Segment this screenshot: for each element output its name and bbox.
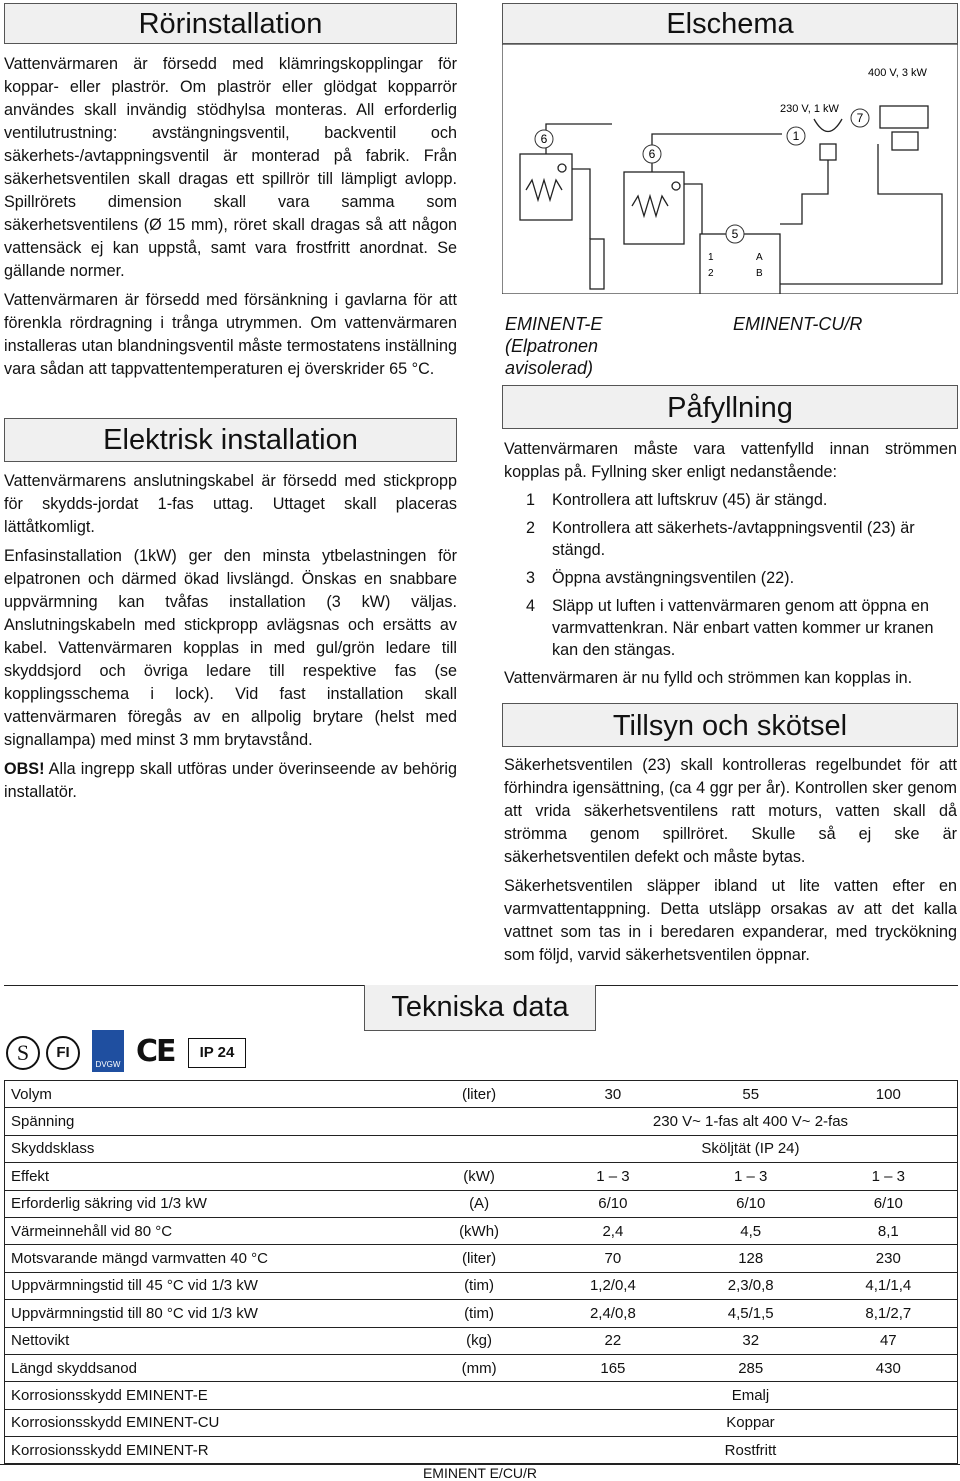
table-cell xyxy=(414,1135,544,1162)
technical-data-body xyxy=(5,1081,958,1464)
table-row xyxy=(5,1354,958,1381)
table-cell: 4,5 xyxy=(682,1217,820,1244)
table-row xyxy=(5,1108,958,1135)
table-cell: Skyddsklass xyxy=(5,1135,415,1162)
maintenance-heading: Tillsyn och skötsel xyxy=(502,703,958,747)
fi-mark-icon: FI xyxy=(46,1036,80,1070)
table-row xyxy=(5,1245,958,1272)
table-cell: Effekt xyxy=(5,1163,415,1190)
terminal-a: A xyxy=(756,252,763,263)
paragraph: Vattenvärmarens anslutningskabel är försedd med stickpropp för skydds-jordat 1-fas uttag. Uttaget skall placeras lättåtkomligt. xyxy=(4,472,457,536)
step-number: 4 xyxy=(526,597,536,615)
table-cell: Nettovikt xyxy=(5,1327,415,1354)
table-row xyxy=(5,1272,958,1299)
paragraph: Säkerhetsventilen (23) skall kontrolleras regelbundet för att förhindra igensättning, (ca 4 ggr per år). Kontrollen sker genom att vrida säkerhetsventilens ratt moturs, vatten skall då strömma genom spillröret. Skulle så ej ske är säkerhetsventilen defekt och måste bytas. xyxy=(504,756,957,866)
list-item xyxy=(504,489,957,511)
table-cell: 70 xyxy=(544,1245,682,1272)
plug-2-phase xyxy=(880,106,928,150)
table-row xyxy=(5,1190,958,1217)
step-number: 2 xyxy=(526,519,536,537)
label-230v: 230 V, 1 kW xyxy=(780,103,839,115)
table-row xyxy=(5,1300,958,1327)
pipe-installation-heading: Rörinstallation xyxy=(4,3,457,44)
tech-title-rule-left xyxy=(4,985,364,986)
technical-data-table xyxy=(4,1080,958,1464)
table-cell: 285 xyxy=(682,1354,820,1381)
table-cell: 22 xyxy=(544,1327,682,1354)
table-row xyxy=(5,1217,958,1244)
step-text: Kontrollera att säkerhets-/avtappningsventil (23) är stängd. xyxy=(552,519,915,559)
table-cell: 1 – 3 xyxy=(682,1163,820,1190)
table-cell: Emalj xyxy=(544,1382,958,1409)
table-cell: 6/10 xyxy=(682,1190,820,1217)
table-cell: Längd skyddsanod xyxy=(5,1354,415,1381)
table-row xyxy=(5,1163,958,1190)
obs-note xyxy=(4,758,457,804)
table-cell: Korrosionsskydd EMINENT-CU xyxy=(5,1409,415,1436)
table-row xyxy=(5,1327,958,1354)
table-cell xyxy=(414,1437,544,1464)
table-cell: Koppar xyxy=(544,1409,958,1436)
table-cell: (mm) xyxy=(414,1354,544,1381)
table-cell: 128 xyxy=(682,1245,820,1272)
table-cell: Sköljtät (IP 24) xyxy=(544,1135,958,1162)
table-cell: (kW) xyxy=(414,1163,544,1190)
table-cell: (tim) xyxy=(414,1272,544,1299)
table-cell: (kWh) xyxy=(414,1217,544,1244)
technical-data-heading: Tekniska data xyxy=(364,985,596,1031)
table-cell: 165 xyxy=(544,1354,682,1381)
table-row xyxy=(5,1382,958,1409)
list-item xyxy=(504,517,957,561)
step-number: 3 xyxy=(526,569,536,587)
maintenance-text xyxy=(504,754,957,973)
table-cell: 8,1 xyxy=(820,1217,958,1244)
caption-eminent-e: EMINENT-E (Elpatronen avisolerad) xyxy=(505,314,603,378)
marker-5-label: 5 xyxy=(731,227,739,241)
page-footer: EMINENT E/CU/R xyxy=(0,1464,960,1481)
table-cell: (tim) xyxy=(414,1300,544,1327)
obs-text: Alla ingrepp skall utföras under överinseende av behörig installatör. xyxy=(4,760,457,801)
list-item xyxy=(504,567,957,589)
table-cell: 47 xyxy=(820,1327,958,1354)
ip24-badge: IP 24 xyxy=(188,1038,246,1068)
electrical-installation-text xyxy=(4,470,457,810)
table-cell: Uppvärmningstid till 45 °C vid 1/3 kW xyxy=(5,1272,415,1299)
table-cell: 100 xyxy=(820,1081,958,1108)
filling-heading: Påfyllning xyxy=(502,385,958,429)
table-cell: 1 – 3 xyxy=(544,1163,682,1190)
table-cell: Korrosionsskydd EMINENT-E xyxy=(5,1382,415,1409)
table-row xyxy=(5,1135,958,1162)
step-text: Släpp ut luften i vattenvärmaren genom att öppna en varmvattenkran. När enbart vatten kommer ur kranen kan den stängas. xyxy=(552,597,934,659)
label-400v: 400 V, 3 kW xyxy=(868,67,927,79)
marker-6b-label: 6 xyxy=(648,147,656,161)
list-item xyxy=(504,595,957,661)
obs-label: OBS! xyxy=(4,760,45,778)
table-cell: 430 xyxy=(820,1354,958,1381)
terminal-2: 2 xyxy=(708,268,714,279)
table-cell: (A) xyxy=(414,1190,544,1217)
table-cell: 8,1/2,7 xyxy=(820,1300,958,1327)
marker-1-label: 1 xyxy=(792,129,800,143)
table-row xyxy=(5,1437,958,1464)
table-cell xyxy=(414,1409,544,1436)
table-cell: 4,5/1,5 xyxy=(682,1300,820,1327)
table-cell xyxy=(414,1108,544,1135)
table-row xyxy=(5,1081,958,1108)
wiring-diagram-heading: Elschema xyxy=(502,3,958,44)
table-cell: 6/10 xyxy=(544,1190,682,1217)
table-cell: Rostfritt xyxy=(544,1437,958,1464)
table-cell: Uppvärmningstid till 80 °C vid 1/3 kW xyxy=(5,1300,415,1327)
table-cell: Korrosionsskydd EMINENT-R xyxy=(5,1437,415,1464)
table-cell: (liter) xyxy=(414,1081,544,1108)
electrical-installation-heading: Elektrisk installation xyxy=(4,418,457,462)
pipe-installation-text xyxy=(4,53,457,387)
tech-title-rule-right xyxy=(596,985,958,986)
caption-eminent-cu-r: EMINENT-CU/R xyxy=(733,314,863,334)
table-cell: 1,2/0,4 xyxy=(544,1272,682,1299)
table-cell: 30 xyxy=(544,1081,682,1108)
ce-mark-icon: CE xyxy=(136,1034,175,1069)
filling-intro: Vattenvärmaren måste vara vattenfylld innan strömmen kopplas på. Fyllning sker enligt nedanstående: xyxy=(504,440,957,481)
table-cell: Erforderlig säkring vid 1/3 kW xyxy=(5,1190,415,1217)
table-cell: Motsvarande mängd varmvatten 40 °C xyxy=(5,1245,415,1272)
table-cell: (liter) xyxy=(414,1245,544,1272)
table-cell: 2,4 xyxy=(544,1217,682,1244)
step-number: 1 xyxy=(526,491,536,509)
table-cell: 6/10 xyxy=(820,1190,958,1217)
paragraph: Säkerhetsventilen släpper ibland ut lite vatten efter en varmvattentappning. Detta utsläpp orsakas av att det kalla vattnet som tas in i beredaren expanderar, med tryckökning som följd, varvid säkerhetsventilen öppnar. xyxy=(504,877,957,964)
paragraph: Vattenvärmaren är försedd med försänkning i gavlarna för att förenkla rördragning i trånga utrymmen. Om vattenvärmaren installeras utan blandningsventil måste termostatens inställning vara sådan att tappvattentemperaturen ej överskrider 65 °C. xyxy=(4,291,457,378)
table-cell: 230 xyxy=(820,1245,958,1272)
table-cell: 55 xyxy=(682,1081,820,1108)
paragraph: Vattenvärmaren är försedd med klämringskopplingar för koppar- eller plaströr. Om plaströr eller glödgat kopparrör användes skall invändig stödhylsa monteras. All erforderlig ventilutrustning: avstängningsventil, backventil och säkerhets-/avtappningsventil är monterad på fabrik. Från säkerhetsventilen skall dragas ett spillrör till lämpligt avlopp. Spillrörets dimension skall vara samma som säkerhetsventilens (Ø 15 mm), röret skall dragas så att någon vattensäck ej kan uppstå, samt vara frostfritt anordnat. Se gällande normer. xyxy=(4,55,457,280)
eminent-e-unit xyxy=(520,124,612,289)
table-cell: 1 – 3 xyxy=(820,1163,958,1190)
table-cell: (kg) xyxy=(414,1327,544,1354)
table-row xyxy=(5,1409,958,1436)
paragraph: Enfasinstallation (1kW) ger den minsta ytbelastningen för elpatronen och därmed ökad livslängd. Önskas en snabbare uppvärmning kan tvåfas installation (3 kW) väljas. Anslutningskabeln med stickpropp avlägsnas och ersätts av kabel. Vattenvärmaren kopplas in med gul/grön ledare till skyddsjord och övriga ledare till respektive fas (se kopplingsschema i lock). Vid fast installation skall vattenvärmaren föregås av en allpolig brytare (helst med signallampa) med minst 3 mm brytavstånd. xyxy=(4,547,457,749)
table-cell: Värmeinnehåll vid 80 °C xyxy=(5,1217,415,1244)
table-cell: 4,1/1,4 xyxy=(820,1272,958,1299)
step-text: Kontrollera att luftskruv (45) är stängd. xyxy=(552,491,828,509)
table-cell: 230 V~ 1-fas alt 400 V~ 2-fas xyxy=(544,1108,958,1135)
terminal-b: B xyxy=(756,268,763,279)
wiring-diagram xyxy=(502,44,958,294)
filling-outro: Vattenvärmaren är nu fylld och strömmen kan kopplas in. xyxy=(504,669,913,687)
terminal-1: 1 xyxy=(708,252,714,263)
marker-6a-label: 6 xyxy=(540,132,548,146)
s-mark-icon: S xyxy=(6,1036,40,1070)
step-text: Öppna avstängningsventilen (22). xyxy=(552,569,795,587)
marker-7-label: 7 xyxy=(856,111,864,125)
table-cell: 2,3/0,8 xyxy=(682,1272,820,1299)
table-cell: Volym xyxy=(5,1081,415,1108)
filling-steps xyxy=(504,489,957,667)
table-cell: 2,4/0,8 xyxy=(544,1300,682,1327)
table-cell xyxy=(414,1382,544,1409)
table-cell: 32 xyxy=(682,1327,820,1354)
table-cell: Spänning xyxy=(5,1108,415,1135)
approval-marks xyxy=(6,1030,246,1076)
dvgw-mark-icon: DVGW xyxy=(92,1030,124,1072)
